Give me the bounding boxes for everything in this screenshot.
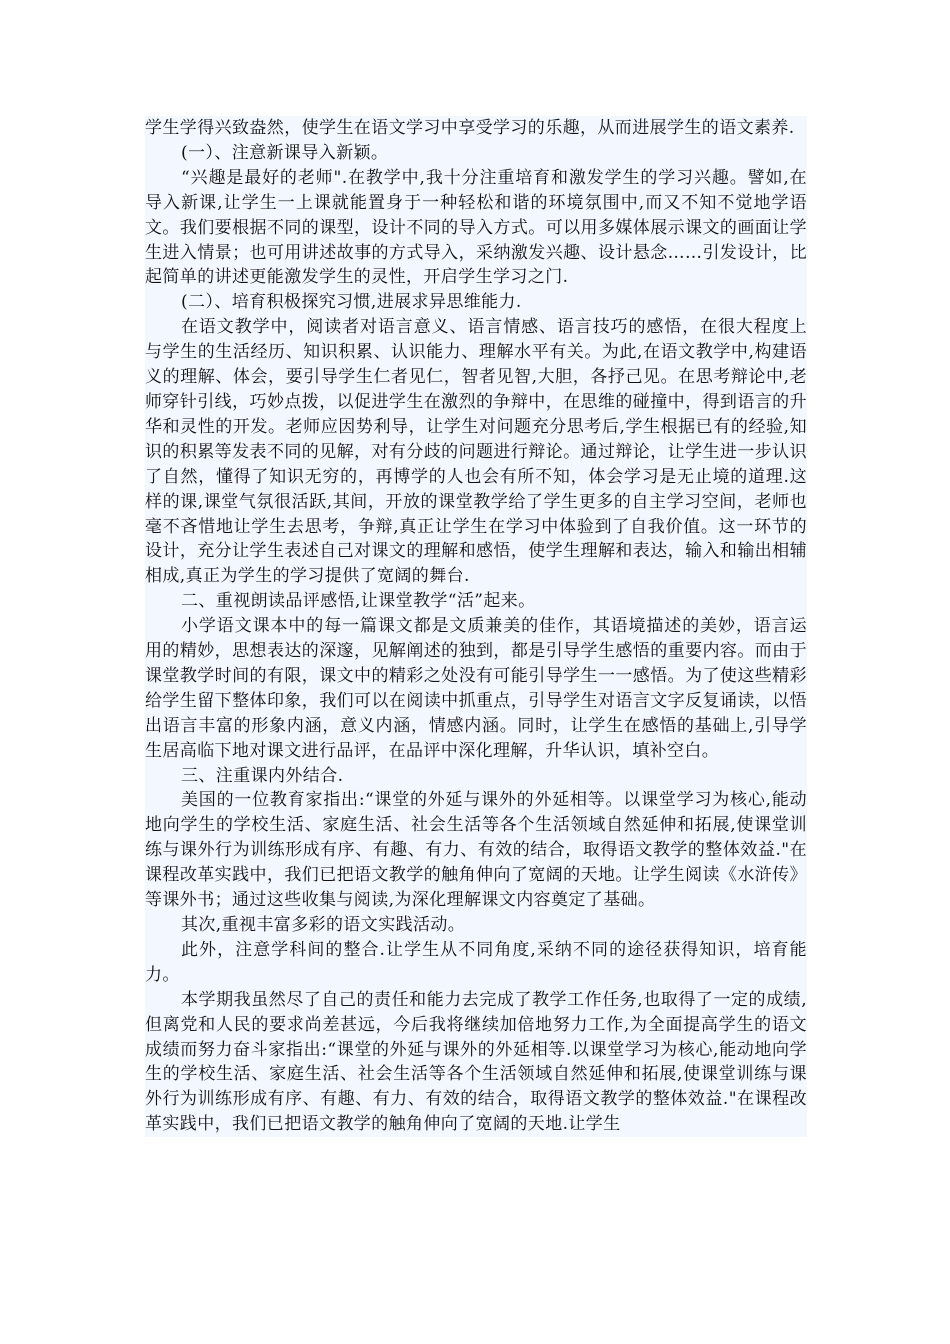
paragraph-discussion: 在语文教学中，阅读者对语言意义、语言情感、语言技巧的感悟，在很大程度上与学生的生活经历、知识积累、认识能力、理解水平有关。为此,在语文教学中,构建语义的理解、体会，要引导学生仁者见仁，智者见智,大胆，各抒己见。在思考辩论中,老师穿针引线，巧妙点拨，以促进学生在激烈的争辩中，在思维的碰撞中，得到语言的升华和灵性的开发。老师应因势利导，让学生对问题充分思考后,学生根据已有的经验,知识的积累等发表不同的见解，对有分歧的问题进行辩论。通过辩论，让学生进一步认识了自然，懂得了知识无穷的，再博学的人也会有所不知，体会学习是无止境的道理.这样的课,课堂气氛很活跃,其间，开放的课堂教学给了学生更多的自主学习空间，老师也毫不吝惜地让学生去思考，争辩,真正让学生在学习中体验到了自我价值。这一环节的设计，充分让学生表述自己对课文的理解和感悟，使学生理解和表达，输入和输出相辅相成,真正为学生的学习提供了宽阔的舞台. [145, 317, 807, 587]
paragraph-practice: 其次,重视丰富多彩的语文实践活动。 [181, 915, 466, 935]
paragraph-integration: 此外，注意学科间的整合.让学生从不同角度,采纳不同的途径获得知识，培育能力。 [145, 939, 807, 985]
heading-extracurricular: 三、注重课内外结合. [181, 765, 344, 786]
heading-1-new-lesson: (一）、注意新课导入新颖。 [181, 142, 389, 163]
document-body [145, 116, 807, 1137]
paragraph-extracurricular: 美国的一位教育家指出:“课堂的外延与课外的外延相等。以课堂学习为核心,能动地向学生的学校生活、家庭生活、社会生活等各个生活领域自然延伸和拓展,使课堂训练与课外行为训练形成有序、有趣、有力、有效的结合，取得语文教学的整体效益."在课程改革实践中，我们已把语文教学的触角伸向了宽阔的天地。让学生阅读《水浒传》等课外书；通过这些收集与阅读,为深化理解课文内容奠定了基础。 [145, 790, 807, 911]
heading-reading: 二、重视朗读品评感悟,让课堂教学“活”起来。 [181, 591, 536, 612]
paragraph-reading: 小学语文课本中的每一篇课文都是文质兼美的佳作，其语境描述的美妙，语言运用的精妙，思想表达的深邃，见解阐述的独到，都是引导学生感悟的重要内容。而由于课堂教学时间的有限，课文中的精彩之处没有可能引导学生一一感悟。为了使这些精彩给学生留下整体印象，我们可以在阅读中抓重点，引导学生对语言文字反复诵读，以悟出语言丰富的形象内涵，意义内涵，情感内涵。同时，让学生在感悟的基础上,引导学生居高临下地对课文进行品评，在品评中深化理解，升华认识，填补空白。 [145, 616, 807, 761]
paragraph-interest: “兴趣是最好的老师".在教学中,我十分注重培育和激发学生的学习兴趣。譬如,在导入新课,让学生一上课就能置身于一种轻松和谐的环境氛围中,而又不知不觉地学语文。我们要根据不同的课型，设计不同的导入方式。可以用多媒体展示课文的画面让学生进入情景；也可用讲述故事的方式导入，采纳激发兴趣、设计悬念……引发设计，比起简单的讲述更能激发学生的灵性，开启学生学习之门. [145, 167, 807, 288]
paragraph-summary: 本学期我虽然尽了自己的责任和能力去完成了教学工作任务,也取得了一定的成绩,但离党和人民的要求尚差甚远，今后我将继续加倍地努力工作,为全面提高学生的语文成绩而努力奋斗家指出:“课堂的外延与课外的外延相等.以课堂学习为核心,能动地向学生的学校生活、家庭生活、社会生活等各个生活领域自然延伸和拓展,使课堂训练与课外行为训练形成有序、有趣、有力、有效的结合，取得语文教学的整体效益."在课程改革实践中，我们已把语文教学的触角伸向了宽阔的天地.让学生 [145, 989, 807, 1135]
paragraph-1: 学生学得兴致盎然，使学生在语文学习中享受学习的乐趣，从而进展学生的语文素养. [145, 118, 795, 138]
heading-2-inquiry: (二）、培育积极探究习惯,进展求异思维能力. [181, 292, 522, 313]
